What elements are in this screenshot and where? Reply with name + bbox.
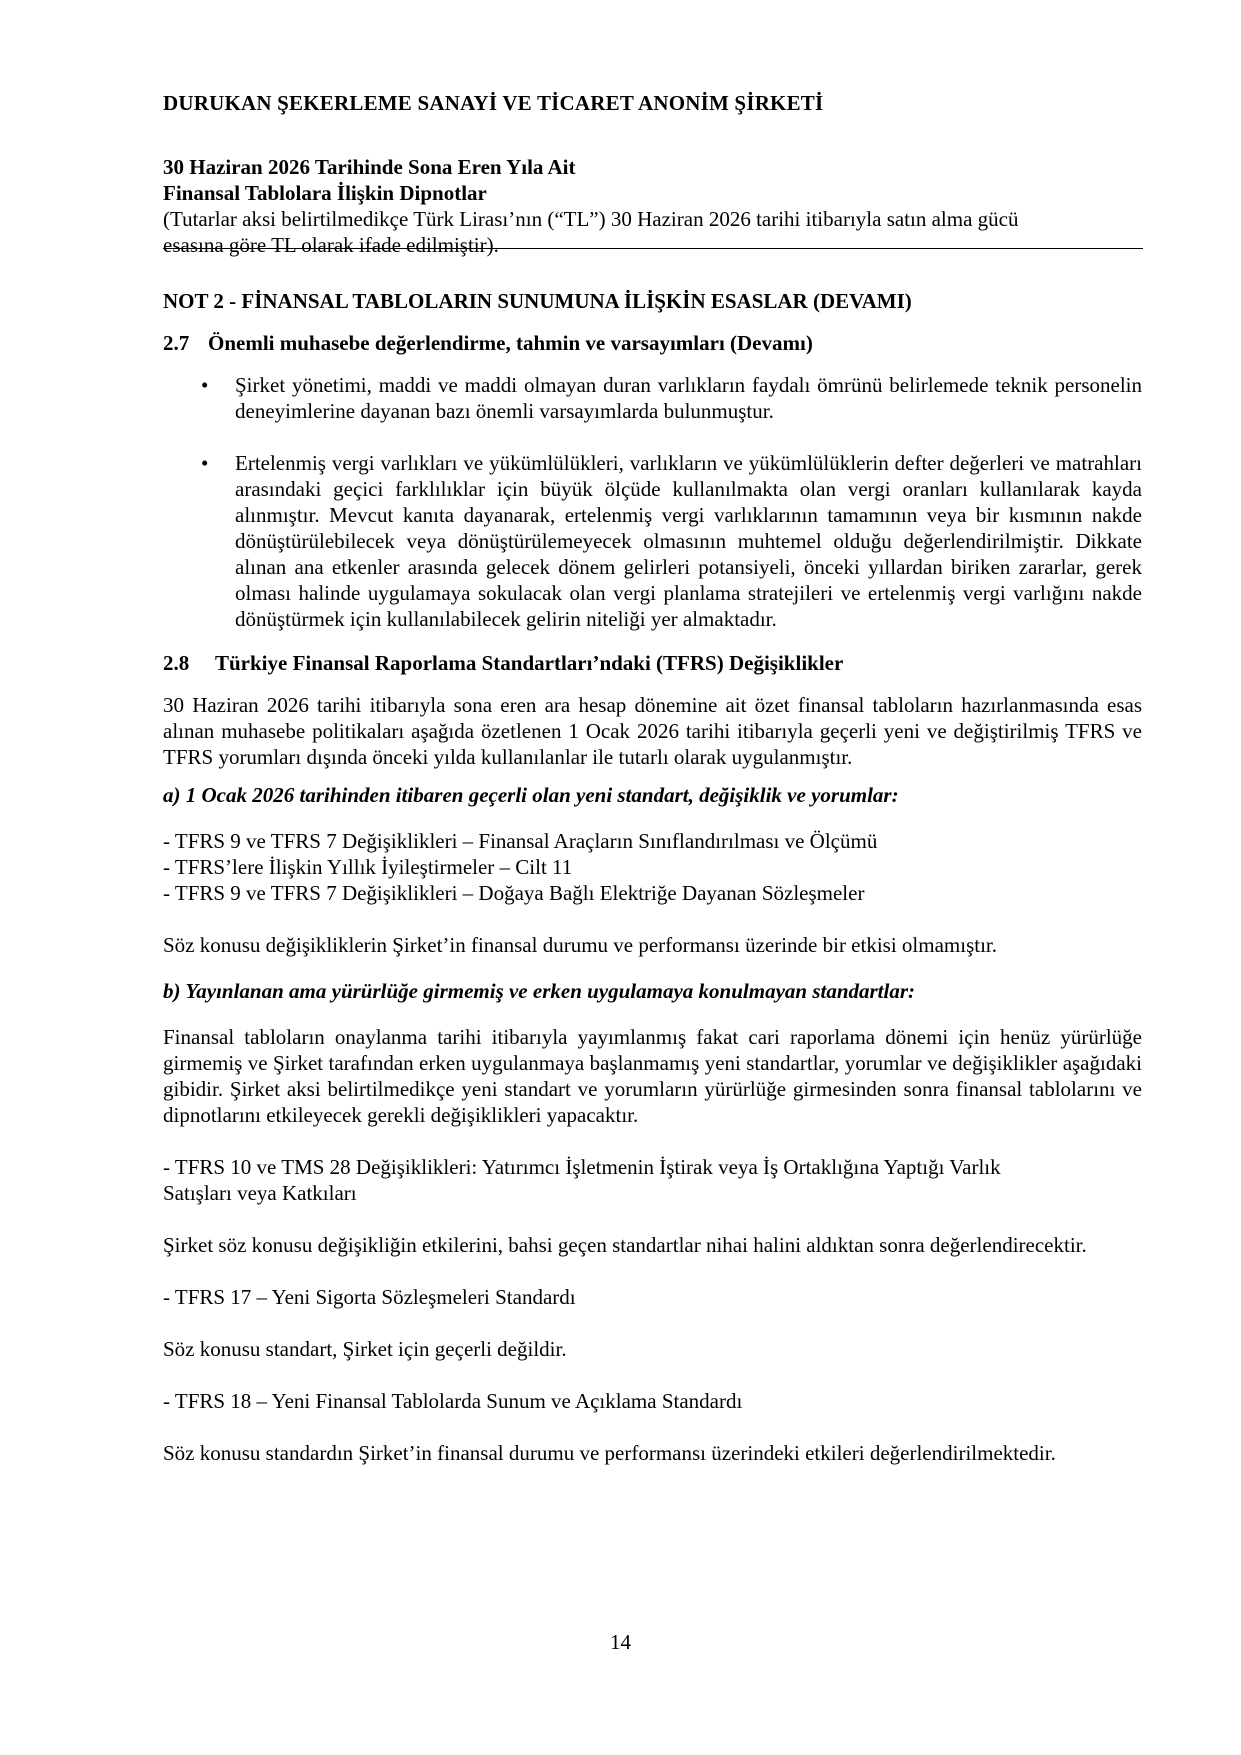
notes-title: Finansal Tablolara İlişkin Dipnotlar: [163, 181, 487, 205]
subsection-b-item-3-note: Söz konusu standardın Şirket’in finansal durumu ve performansı üzerindeki etkileri değerlendirilmektedir.: [163, 1441, 1056, 1465]
list-item: - TFRS’lere İlişkin Yıllık İyileştirmeler – Cilt 11: [163, 855, 573, 879]
list-item: [163, 372, 1142, 424]
section-number: 2.8: [163, 651, 190, 675]
section-number: 2.7: [163, 331, 190, 355]
units-line-2: esasına göre TL olarak ifade edilmiştir).: [163, 233, 499, 257]
list-item: - TFRS 10 ve TMS 28 Değişiklikleri: Yatırımcı İşletmenin İştirak veya İş Ortaklığına Yaptığı Varlık: [163, 1155, 1001, 1179]
report-period: 30 Haziran 2026 Tarihinde Sona Eren Yıla Ait: [163, 155, 576, 179]
bullet-icon: •: [201, 451, 209, 475]
units-line-1: (Tutarlar aksi belirtilmedikçe Türk Lirası’nın (“TL”) 30 Haziran 2026 tarihi itibarıyla satın alma gücü: [163, 207, 1019, 231]
section-title: Önemli muhasebe değerlendirme, tahmin ve varsayımları (Devamı): [208, 331, 813, 355]
page-number: 14: [610, 1630, 631, 1654]
list-item: - TFRS 9 ve TFRS 7 Değişiklikleri – Finansal Araçların Sınıflandırılması ve Ölçümü: [163, 829, 878, 853]
subsection-a-title: a) 1 Ocak 2026 tarihinden itibaren geçerli olan yeni standart, değişiklik ve yorumlar:: [163, 783, 899, 807]
subsection-b-item-3: - TFRS 18 – Yeni Finansal Tablolarda Sunum ve Açıklama Standardı: [163, 1389, 743, 1413]
page-content: [163, 90, 1142, 1466]
company-name: DURUKAN ŞEKERLEME SANAYİ VE TİCARET ANONİM ŞİRKETİ: [163, 91, 824, 115]
bullet-text: Ertelenmiş vergi varlıkları ve yükümlülükleri, varlıkların ve yükümlülüklerin defter değerleri ve matrahları arasındaki geçici farklılıklar için büyük ölçüde kullanılmakta olan vergi oranları kullanılarak kayda alınmıştır. Mevcut kanıta dayanarak, ertelenmiş vergi varlıklarının tamamının veya bir kısmının nakde dönüştürülebilecek veya dönüştürülemeyecek olmasının muhtemel olduğu değerlendirilmiştir. Dikkate alınan ana etkenler arasında gelecek dönem gelirleri potansiyeli, önceki yıllardan biriken zararlar, gerek olması halinde uygulamaya sokulacak olan vergi planlama stratejileri ve ertelenmiş vergi varlığını nakde dönüştürmek için kullanılabilecek gelirin niteliği yer almaktadır.: [235, 451, 1142, 631]
header-divider: [163, 248, 1143, 249]
section-2-8-intro: 30 Haziran 2026 tarihi itibarıyla sona eren ara hesap dönemine ait özet finansal tabloların hazırlanmasında esas alınan muhasebe politikaları aşağıda özetlenen 1 Ocak 2026 tarihi itibarıyla geçerli yeni ve değiştirilmiş TFRS ve TFRS yorumları dışında önceki yılda kullanılanlar ile tutarlı olarak uygulanmıştır.: [163, 693, 1142, 769]
subsection-b-intro: Finansal tabloların onaylanma tarihi itibarıyla yayımlanmış fakat cari raporlama dönemi için henüz yürürlüğe girmemiş ve Şirket tarafından erken uygulanmaya başlanmamış yeni standartlar, yorumlar ve değişiklikler aşağıdaki gibidir. Şirket aksi belirtilmedikçe yeni standart ve yorumların yürürlüğe girmesinden sonra finansal tablolarını ve dipnotlarını etkileyecek gerekli değişiklikleri yapacaktır.: [163, 1025, 1142, 1127]
list-item: [163, 450, 1142, 632]
subsection-a-list: [163, 828, 1142, 906]
bullet-icon: •: [201, 373, 209, 397]
bullet-text: Şirket yönetimi, maddi ve maddi olmayan duran varlıkların faydalı ömrünü belirlemede teknik personelin deneyimlerine dayanan bazı önemli varsayımlarda bulunmuştur.: [235, 373, 1142, 423]
subsection-b-item-2: - TFRS 17 – Yeni Sigorta Sözleşmeleri Standardı: [163, 1285, 576, 1309]
section-2-7-bullets: [163, 372, 1142, 632]
section-2-8-heading: [163, 650, 1142, 676]
subsection-a-conclusion: Söz konusu değişikliklerin Şirket’in finansal durumu ve performansı üzerinde bir etkisi olmamıştır.: [163, 933, 998, 957]
note-title: NOT 2 - FİNANSAL TABLOLARIN SUNUMUNA İLİŞKİN ESASLAR (DEVAMI): [163, 289, 912, 313]
subsection-b-item-2-note: Söz konusu standart, Şirket için geçerli değildir.: [163, 1337, 567, 1361]
section-title: Türkiye Finansal Raporlama Standartları’ndaki (TFRS) Değişiklikler: [215, 651, 844, 675]
list-item: - TFRS 9 ve TFRS 7 Değişiklikleri – Doğaya Bağlı Elektriğe Dayanan Sözleşmeler: [163, 881, 865, 905]
list-item-continued: Satışları veya Katkıları: [163, 1181, 357, 1205]
subsection-b-item-1: [163, 1154, 1142, 1206]
subsection-b-item-1-note: Şirket söz konusu değişikliğin etkilerini, bahsi geçen standartlar nihai halini aldıktan sonra değerlendirecektir.: [163, 1233, 1087, 1257]
section-2-7-heading: [163, 330, 1142, 356]
subsection-b-title: b) Yayınlanan ama yürürlüğe girmemiş ve erken uygulamaya konulmayan standartlar:: [163, 979, 916, 1003]
